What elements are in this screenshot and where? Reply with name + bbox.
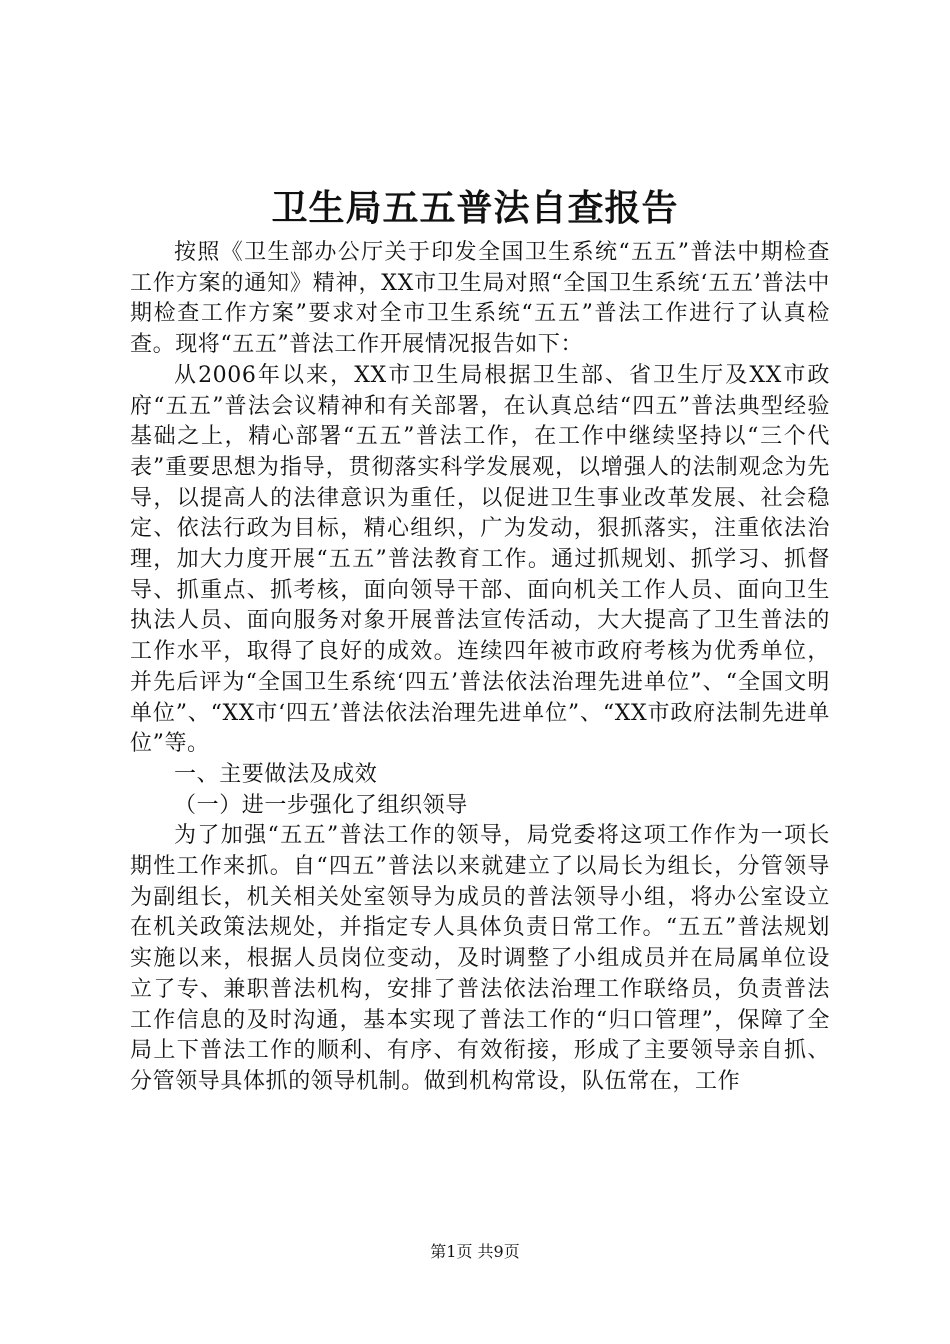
page-number-footer: 第1页 共9页 <box>430 1242 520 1261</box>
document-body <box>130 238 830 1098</box>
section-heading: 一、主要做法及成效 <box>174 761 378 787</box>
paragraph-intro: 按照《卫生部办公厅关于印发全国卫生系统“五五”普法中期检查工作方案的通知》精神，XX市卫生局对照“全国卫生系统‘五五’普法中期检查工作方案”要求对全市卫生系统“五五”普法工作进行了认真检查。现将“五五”普法工作开展情况报告如下： <box>130 240 830 358</box>
paragraph-organization: 为了加强“五五”普法工作的领导，局党委将这项工作作为一项长期性工作来抓。自“四五”普法以来就建立了以局长为组长，分管领导为副组长，机关相关处室领导为成员的普法领导小组，将办公室设立在机关政策法规处，并指定专人具体负责日常工作。“五五”普法规划实施以来，根据人员岗位变动，及时调整了小组成员并在局属单位设立了专、兼职普法机构，安排了普法依法治理工作联络员，负责普法工作信息的及时沟通，基本实现了普法工作的“归口管理”，保障了全局上下普法工作的顺利、有序、有效衔接，形成了主要领导亲自抓、分管领导具体抓的领导机制。做到机构常设，队伍常在，工作 <box>130 823 830 1094</box>
document-title: 卫生局五五普法自查报告 <box>271 187 679 229</box>
paragraph-overview: 从2006年以来，XX市卫生局根据卫生部、省卫生厅及XX市政府“五五”普法会议精神和有关部署，在认真总结“四五”普法典型经验基础之上，精心部署“五五”普法工作，在工作中继续坚持以“三个代表”重要思想为指导，贯彻落实科学发展观，以增强人的法制观念为先导，以提高人的法律意识为重任，以促进卫生事业改革发展、社会稳定、依法行政为目标，精心组织，广为发动，狠抓落实，注重依法治理，加大力度开展“五五”普法教育工作。通过抓规划、抓学习、抓督导、抓重点、抓考核，面向领导干部、面向机关工作人员、面向卫生执法人员、面向服务对象开展普法宣传活动，大大提高了卫生普法的工作水平，取得了良好的成效。连续四年被市政府考核为优秀单位，并先后评为“全国卫生系统‘四五’普法依法治理先进单位”、“全国文明单位”、“XX市‘四五’普法依法治理先进单位”、“XX市政府法制先进单位”等。 <box>130 362 830 757</box>
subsection-heading: （一）进一步强化了组织领导 <box>174 792 468 818</box>
